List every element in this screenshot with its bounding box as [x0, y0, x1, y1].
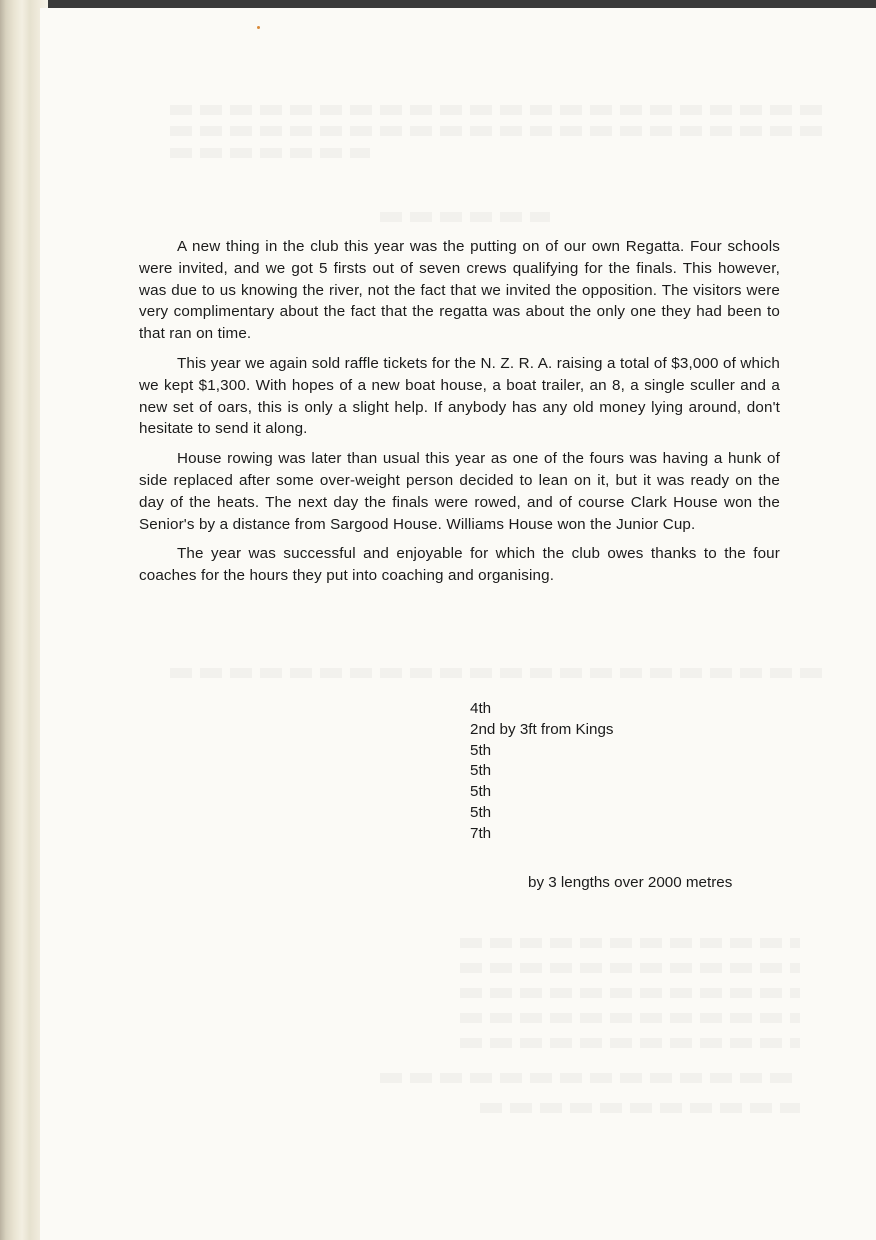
show-through-line: [380, 212, 550, 222]
paragraph-regatta: A new thing in the club this year was the putting on of our own Regatta. Four schools were invited, and we got 5 firsts out of seven crews qualifying for the finals. This however, was due to us knowing the river, not the fact that we invited the opposition. The visitors were very complimentary about the fact that the regatta was about the only one they had been to that ran on time.: [139, 238, 780, 343]
result-item: 7th: [470, 824, 492, 842]
result-item: 2nd by 3ft from Kings: [470, 720, 614, 738]
show-through-line: [460, 988, 800, 998]
result-item: 5th: [470, 762, 492, 780]
show-through-line: [460, 1013, 800, 1023]
result-item: 5th: [470, 803, 492, 821]
final-result-note: by 3 lengths over 2000 metres: [528, 874, 733, 891]
result-item: 5th: [470, 741, 492, 759]
show-through-line: [170, 105, 830, 115]
article-body: [139, 236, 780, 595]
results-list: [470, 699, 614, 845]
paragraph-house-rowing: House rowing was later than usual this year as one of the fours was having a hunk of side replaced after some over-weight person decided to lean on it, but it was ready on the day of the heats. The next day the finals were rowed, and of course Clark House won the Senior's by a distance from Sargood House. Williams House won the Junior Cup.: [139, 450, 780, 533]
paragraph-thanks: The year was successful and enjoyable for which the club owes thanks to the four coaches for the hours they put into coaching and organising.: [139, 545, 780, 585]
paragraph-raffle: This year we again sold raffle tickets for the N. Z. R. A. raising a total of $3,000 of which we kept $1,300. With hopes of a new boat house, a boat trailer, an 8, a single sculler and a new set of oars, this is only a slight help. If anybody has any old money lying around, don't hesitate to send it along.: [139, 354, 780, 438]
show-through-line: [460, 938, 800, 948]
paper-speck: [257, 26, 260, 29]
show-through-line: [460, 1038, 800, 1048]
document-page: [40, 8, 876, 1240]
result-item: 4th: [470, 700, 492, 717]
show-through-line: [170, 126, 830, 136]
show-through-line: [380, 1073, 800, 1083]
show-through-line: [480, 1103, 800, 1113]
show-through-line: [170, 148, 370, 158]
result-item: 5th: [470, 783, 492, 801]
show-through-line: [170, 668, 830, 678]
show-through-line: [460, 963, 800, 973]
